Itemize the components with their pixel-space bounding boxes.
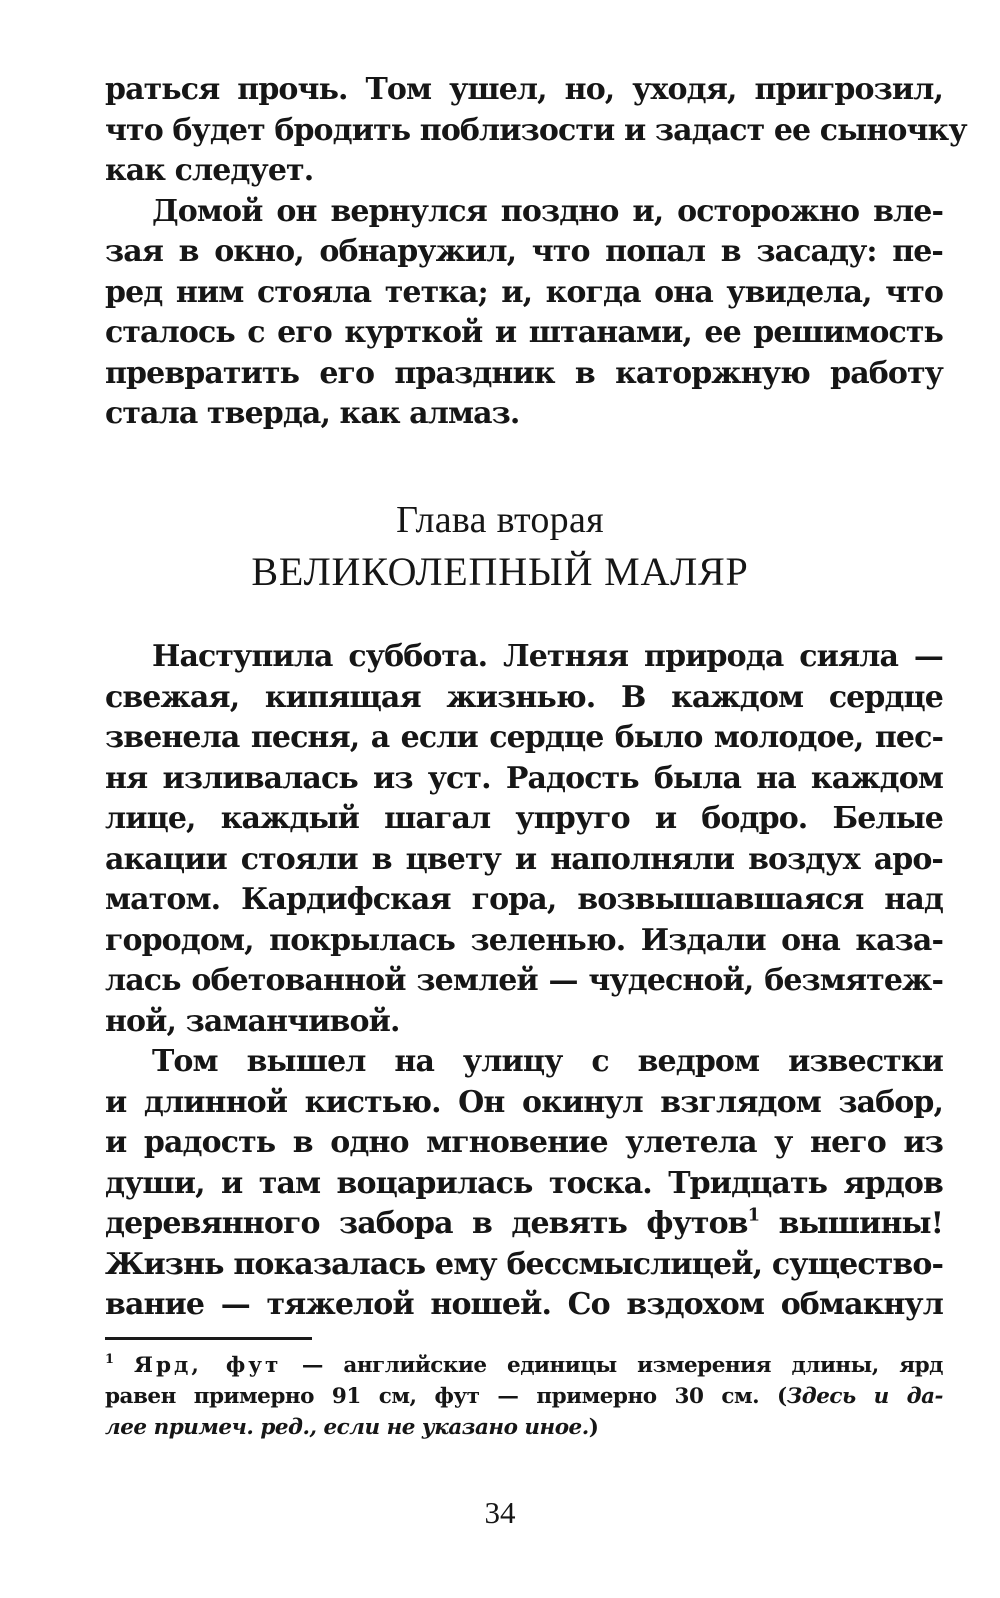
text-fragment: — английские единицы измерения длины, ярд: [281, 1353, 943, 1378]
text-line: стала тверда, как алмаз.: [105, 396, 520, 431]
footnote: [105, 1350, 943, 1443]
text-block-chapter: [105, 637, 943, 1326]
text-line: городом, покрылась зеленью. Издали она каза-: [105, 922, 943, 958]
text-line: ня изливалась из уст. Радость была на каждом: [105, 760, 943, 796]
text-line: Том вышел на улицу с ведром известки: [152, 1044, 943, 1079]
text-line: раться прочь. Том ушел, но, уходя, пригрозил,: [105, 72, 943, 107]
text-fragment-italic: лее примеч. ред., если не указано иное.: [105, 1415, 589, 1440]
footnote-line: [105, 1381, 943, 1412]
text-line: Наступила суббота. Летняя природа сияла —: [152, 639, 943, 674]
text-line: звенела песня, а если сердце было молодое, пес-: [105, 720, 943, 755]
text-fragment: равен примерно 91 см, фут — примерно 30 см. (: [105, 1384, 787, 1409]
text-line: что будет бродить поблизости и задаст ее сыночку: [105, 112, 967, 148]
footnote-reference[interactable]: 1: [747, 1204, 760, 1226]
text-line: и длинной кистью. Он окинул взглядом забор,: [105, 1084, 943, 1120]
text-line: ной, заманчивой.: [105, 1003, 400, 1039]
text-line: души, и там воцарилась тоска. Тридцать ярдов: [105, 1165, 943, 1201]
footnote-term: Ярд, фут: [134, 1353, 282, 1378]
footnote-mark: 1: [105, 1351, 114, 1367]
text-line: ред ним стояла тетка; и, когда она увидела, что: [105, 274, 943, 310]
text-line: лась обетованной землей — чудесной, безмятеж-: [105, 963, 943, 998]
text-line: превратить его праздник в каторжную работу: [105, 355, 943, 391]
footnote-divider: [105, 1337, 312, 1340]
paragraph: [105, 1042, 943, 1326]
page-number: 34: [484, 1495, 516, 1530]
text-line: сталось с его курткой и штанами, ее решимость: [105, 315, 943, 350]
text-fragment: ): [588, 1415, 599, 1440]
text-fragment: вышины!: [759, 1206, 943, 1241]
text-line: Жизнь показалась ему бессмыслицей, существо-: [105, 1246, 943, 1282]
text-line: зая в окно, обнаружил, что попал в засаду: пе-: [105, 234, 943, 269]
paragraph-continuation: [105, 70, 967, 192]
footnote-line: [105, 1350, 943, 1381]
text-line: свежая, кипящая жизнью. В каждом сердце: [105, 679, 943, 715]
text-line: матом. Кардифская гора, возвышавшаяся над: [105, 882, 943, 917]
paragraph: [105, 192, 943, 435]
text-line: акации стояли в цвету и наполняли воздух аро-: [105, 841, 943, 877]
text-line: лице, каждый шагал упруго и бодро. Белые: [105, 801, 943, 836]
text-line: [105, 1204, 943, 1245]
footnote-line: [105, 1412, 943, 1443]
paragraph: [105, 637, 943, 1042]
chapter-label: Глава вторая: [396, 499, 604, 541]
text-line: Домой он вернулся поздно и, осторожно вле-: [152, 193, 943, 229]
text-fragment: деревянного забора в девять футов: [105, 1206, 748, 1241]
text-line: как следует.: [105, 153, 314, 188]
chapter-title: ВЕЛИКОЛЕПНЫЙ МАЛЯР: [251, 549, 749, 594]
text-line: и радость в одно мгновение улетела у него из: [105, 1125, 943, 1160]
text-fragment-italic: Здесь и да-: [786, 1384, 943, 1409]
text-line: вание — тяжелой ношей. Со вздохом обмакнул: [105, 1287, 943, 1322]
text-block-top: [105, 70, 967, 435]
